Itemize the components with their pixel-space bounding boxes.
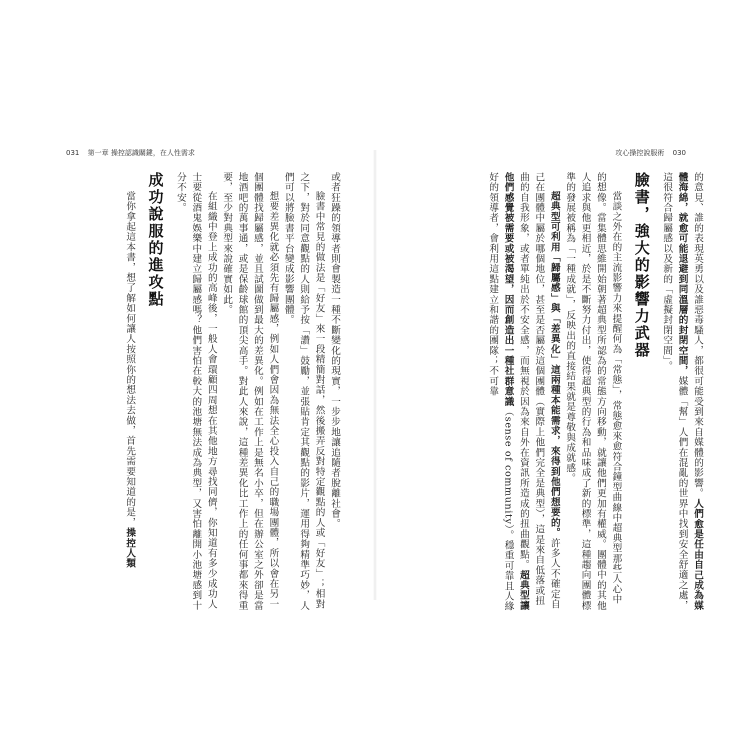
running-header-left [60, 148, 195, 158]
right-body-text [415, 172, 705, 612]
paragraph: 當談之外在的主流影響力來提醒何為「常態」，常態愈來愈符合鐘型曲線中超典型那些人心中的想像。當集體思維開始朝著超典型所認為的常態方向移動，就讓他們更加有權威。團體中的其他人追求與他更相近，於是不斷努力付出，使得超典型的行為和品味成了新的標準，這種趨向團體標準的發展被稱為「一種成就」，反映出的直接結果就是尊敬與成就感。 [564, 172, 622, 611]
bold-text: 操控人類 [124, 527, 136, 569]
book-title: 攻心操控說服術 [615, 149, 665, 157]
chapter-title: 操控認識關鍵，在人性需求 [110, 149, 195, 157]
chapter-label: 第一章 [87, 149, 109, 157]
paragraph-text: （sense of community）。穩重可靠且人緣好的領導者，會利用這點建立和諧的團隊；不可靠 [487, 172, 514, 612]
right-page [375, 0, 750, 750]
paragraph: 在組織中登上成功的高峰後，一般人會環顧四周想在其他地方尋找同儕，你知道有多少成功人士要從酒鬼娛樂中建立歸屬感嗎？他們害怕在較大的池塘無法成為典型，又害怕離開小池塘感到十分不安。 [174, 172, 217, 611]
paragraph [122, 172, 137, 612]
running-header-right [615, 148, 692, 158]
paragraph-text: 媒體「幫」人們在混亂的世界中找到安全舒適之處，這很符合歸屬感以及新的「虛擬封閉空間」。 [661, 172, 688, 611]
paragraph-text: 的意見、誰的表現英勇以及誰惡毒騷人，都很可能受到來自媒體的影響。 [692, 172, 703, 499]
bold-text: 人們愈是任由自己成為媒體海綿，就愈可能退避到同溫層的封閉空間， [676, 172, 703, 611]
paragraph-text: 當你拿起這本書，想了解如何讓人按照你的想法去做，首先需要知道的是， [124, 191, 136, 528]
page-number: 031 [66, 149, 80, 157]
section-heading: 臉書，強大的影響力武器 [632, 172, 651, 359]
bold-text: 超典型可利用「歸屬感」與「差異化」這兩種本能需求，來得到他們想要的。 [548, 191, 560, 538]
paragraph: 想要差異化就必須先有歸屬感，例如人們會因為無法全心投入自己的職場團體，所以會在另一個團體找歸屬感，並且試圖做到最大的差異化。例如在工作上是無名小卒，但在辦公室之外卻是當地酒吧的萬事通，或是保齡球館的頂尖高手。對此人來說，這種差異化比工作上的任何事都來得重要，至少對典型來說確實如此。 [221, 172, 279, 611]
paragraph: 或者狂躁的領導者則會製造一種不斷變化的現實，一步步地讓追隨者脫離社會。 [329, 172, 340, 529]
left-body-text [52, 172, 342, 612]
paragraph-text: 許多人不確定自己在團體中屬於哪個地位，甚至是否屬於這個團體（實際上他們完全是典型），這是來自低落或扭曲的自我形象，或者單純出於不安全感，而無視於因為來自外在資訊所造成的扭曲觀點。 [517, 172, 560, 610]
bold-text: 超典型讓他們感覺被需要或被渴望，因而創造出一種社群意識 [502, 172, 529, 611]
paragraph: 臉書中常見的做法是「好友」來一段精簡對話，然後搬弄反對特定觀點的人或「好友」；相對之下，對於同意觀點的人則給予按「讚」鼓勵，並張貼肯定其觀點的影片，運用得夠精準巧妙，人們可以將臉書平台變成影響團體。 [282, 172, 325, 611]
page-number: 030 [672, 149, 686, 157]
section-heading: 成功說服的進攻點 [146, 172, 165, 308]
paragraph [659, 172, 705, 612]
paragraph [485, 172, 562, 612]
